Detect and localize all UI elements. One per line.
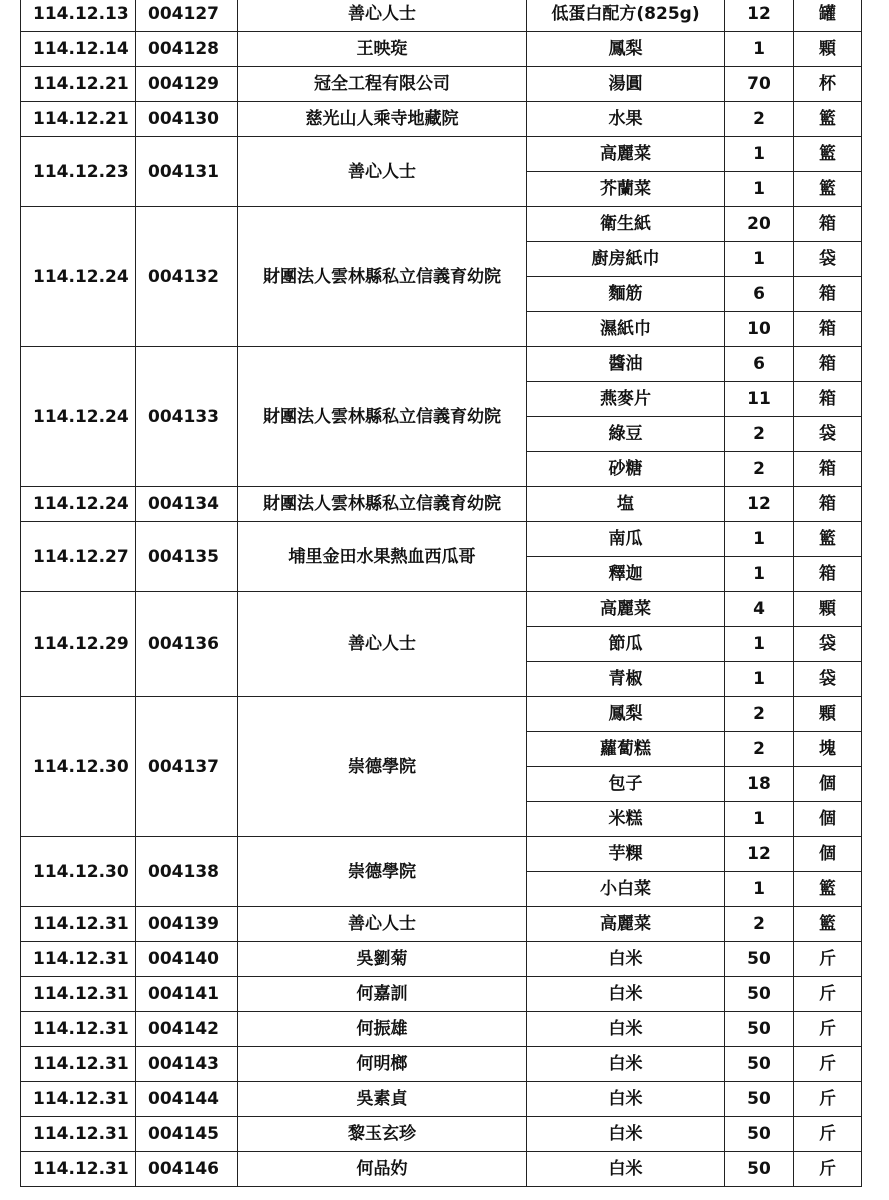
unit-cell: 箱 [794, 347, 862, 382]
unit-cell: 杯 [794, 67, 862, 102]
unit-cell: 罐 [794, 0, 862, 32]
table-row [21, 942, 862, 977]
table-row [21, 592, 862, 627]
item-name-cell: 鳳梨 [527, 32, 725, 67]
quantity-cell: 1 [725, 662, 794, 697]
item-name-cell: 砂糖 [527, 452, 725, 487]
quantity-cell: 18 [725, 767, 794, 802]
receipt-number-cell: 004131 [136, 137, 238, 207]
receipt-number-cell: 004141 [136, 977, 238, 1012]
donor-cell: 善心人士 [238, 907, 527, 942]
table-row [21, 1047, 862, 1082]
receipt-number-cell: 004137 [136, 697, 238, 837]
quantity-cell: 1 [725, 802, 794, 837]
item-name-cell: 白米 [527, 977, 725, 1012]
date-cell: 114.12.31 [21, 1012, 136, 1047]
date-cell: 114.12.13 [21, 0, 136, 32]
unit-cell: 袋 [794, 627, 862, 662]
date-cell: 114.12.31 [21, 1152, 136, 1187]
item-name-cell: 湯圓 [527, 67, 725, 102]
table-row [21, 102, 862, 137]
item-name-cell: 高麗菜 [527, 137, 725, 172]
item-name-cell: 白米 [527, 1012, 725, 1047]
quantity-cell: 1 [725, 242, 794, 277]
unit-cell: 個 [794, 837, 862, 872]
quantity-cell: 50 [725, 1117, 794, 1152]
donor-cell: 善心人士 [238, 592, 527, 697]
unit-cell: 個 [794, 802, 862, 837]
receipt-number-cell: 004130 [136, 102, 238, 137]
quantity-cell: 1 [725, 172, 794, 207]
donor-cell: 吳劉菊 [238, 942, 527, 977]
donation-table-body [21, 0, 862, 1187]
donor-cell: 何嘉訓 [238, 977, 527, 1012]
quantity-cell: 1 [725, 522, 794, 557]
unit-cell: 斤 [794, 1047, 862, 1082]
unit-cell: 籃 [794, 907, 862, 942]
donor-cell: 王映琁 [238, 32, 527, 67]
date-cell: 114.12.14 [21, 32, 136, 67]
date-cell: 114.12.21 [21, 67, 136, 102]
quantity-cell: 1 [725, 137, 794, 172]
receipt-number-cell: 004140 [136, 942, 238, 977]
unit-cell: 箱 [794, 277, 862, 312]
date-cell: 114.12.21 [21, 102, 136, 137]
item-name-cell: 水果 [527, 102, 725, 137]
quantity-cell: 2 [725, 907, 794, 942]
unit-cell: 箱 [794, 382, 862, 417]
unit-cell: 袋 [794, 662, 862, 697]
receipt-number-cell: 004146 [136, 1152, 238, 1187]
unit-cell: 顆 [794, 592, 862, 627]
unit-cell: 顆 [794, 697, 862, 732]
unit-cell: 塊 [794, 732, 862, 767]
item-name-cell: 白米 [527, 942, 725, 977]
table-row [21, 697, 862, 732]
item-name-cell: 蘿蔔糕 [527, 732, 725, 767]
donor-cell: 黎玉玄珍 [238, 1117, 527, 1152]
table-row [21, 907, 862, 942]
unit-cell: 箱 [794, 312, 862, 347]
donor-cell: 何振雄 [238, 1012, 527, 1047]
receipt-number-cell: 004134 [136, 487, 238, 522]
date-cell: 114.12.31 [21, 907, 136, 942]
unit-cell: 斤 [794, 1117, 862, 1152]
receipt-number-cell: 004144 [136, 1082, 238, 1117]
table-row [21, 67, 862, 102]
unit-cell: 袋 [794, 242, 862, 277]
quantity-cell: 50 [725, 1047, 794, 1082]
item-name-cell: 綠豆 [527, 417, 725, 452]
unit-cell: 籃 [794, 172, 862, 207]
unit-cell: 籃 [794, 102, 862, 137]
date-cell: 114.12.24 [21, 487, 136, 522]
date-cell: 114.12.31 [21, 1082, 136, 1117]
unit-cell: 斤 [794, 1012, 862, 1047]
item-name-cell: 釋迦 [527, 557, 725, 592]
table-row [21, 1012, 862, 1047]
unit-cell: 箱 [794, 557, 862, 592]
quantity-cell: 20 [725, 207, 794, 242]
quantity-cell: 12 [725, 837, 794, 872]
item-name-cell: 燕麥片 [527, 382, 725, 417]
donor-cell: 財團法人雲林縣私立信義育幼院 [238, 207, 527, 347]
receipt-number-cell: 004139 [136, 907, 238, 942]
date-cell: 114.12.30 [21, 837, 136, 907]
unit-cell: 籃 [794, 522, 862, 557]
receipt-number-cell: 004127 [136, 0, 238, 32]
receipt-number-cell: 004142 [136, 1012, 238, 1047]
quantity-cell: 1 [725, 627, 794, 662]
donor-cell: 何明榔 [238, 1047, 527, 1082]
quantity-cell: 12 [725, 487, 794, 522]
item-name-cell: 芥蘭菜 [527, 172, 725, 207]
item-name-cell: 節瓜 [527, 627, 725, 662]
item-name-cell: 包子 [527, 767, 725, 802]
table-row [21, 1152, 862, 1187]
quantity-cell: 50 [725, 942, 794, 977]
item-name-cell: 南瓜 [527, 522, 725, 557]
receipt-number-cell: 004145 [136, 1117, 238, 1152]
table-row [21, 522, 862, 557]
quantity-cell: 50 [725, 1082, 794, 1117]
donation-table [20, 0, 862, 1187]
item-name-cell: 青椒 [527, 662, 725, 697]
date-cell: 114.12.31 [21, 977, 136, 1012]
item-name-cell: 白米 [527, 1152, 725, 1187]
quantity-cell: 4 [725, 592, 794, 627]
item-name-cell: 濕紙巾 [527, 312, 725, 347]
receipt-number-cell: 004143 [136, 1047, 238, 1082]
quantity-cell: 6 [725, 277, 794, 312]
table-row [21, 487, 862, 522]
donor-cell: 埔里金田水果熱血西瓜哥 [238, 522, 527, 592]
item-name-cell: 白米 [527, 1082, 725, 1117]
unit-cell: 箱 [794, 452, 862, 487]
date-cell: 114.12.27 [21, 522, 136, 592]
quantity-cell: 70 [725, 67, 794, 102]
item-name-cell: 米糕 [527, 802, 725, 837]
donor-cell: 善心人士 [238, 0, 527, 32]
unit-cell: 箱 [794, 487, 862, 522]
receipt-number-cell: 004135 [136, 522, 238, 592]
unit-cell: 籃 [794, 137, 862, 172]
receipt-number-cell: 004132 [136, 207, 238, 347]
quantity-cell: 2 [725, 417, 794, 452]
item-name-cell: 廚房紙巾 [527, 242, 725, 277]
quantity-cell: 2 [725, 102, 794, 137]
unit-cell: 籃 [794, 872, 862, 907]
receipt-number-cell: 004136 [136, 592, 238, 697]
receipt-number-cell: 004133 [136, 347, 238, 487]
donor-cell: 冠全工程有限公司 [238, 67, 527, 102]
quantity-cell: 50 [725, 1012, 794, 1047]
unit-cell: 斤 [794, 942, 862, 977]
donor-cell: 財團法人雲林縣私立信義育幼院 [238, 487, 527, 522]
quantity-cell: 10 [725, 312, 794, 347]
quantity-cell: 11 [725, 382, 794, 417]
donor-cell: 何品妁 [238, 1152, 527, 1187]
date-cell: 114.12.31 [21, 1117, 136, 1152]
item-name-cell: 塩 [527, 487, 725, 522]
date-cell: 114.12.24 [21, 347, 136, 487]
item-name-cell: 醬油 [527, 347, 725, 382]
quantity-cell: 6 [725, 347, 794, 382]
donor-cell: 崇德學院 [238, 697, 527, 837]
date-cell: 114.12.31 [21, 942, 136, 977]
table-row [21, 977, 862, 1012]
donor-cell: 善心人士 [238, 137, 527, 207]
item-name-cell: 低蛋白配方(825g) [527, 0, 725, 32]
quantity-cell: 1 [725, 872, 794, 907]
table-row [21, 137, 862, 172]
unit-cell: 顆 [794, 32, 862, 67]
item-name-cell: 衛生紙 [527, 207, 725, 242]
date-cell: 114.12.30 [21, 697, 136, 837]
quantity-cell: 2 [725, 697, 794, 732]
table-row [21, 347, 862, 382]
date-cell: 114.12.24 [21, 207, 136, 347]
donor-cell: 崇德學院 [238, 837, 527, 907]
item-name-cell: 高麗菜 [527, 907, 725, 942]
table-row [21, 1082, 862, 1117]
item-name-cell: 白米 [527, 1047, 725, 1082]
item-name-cell: 麵筋 [527, 277, 725, 312]
quantity-cell: 12 [725, 0, 794, 32]
quantity-cell: 50 [725, 1152, 794, 1187]
quantity-cell: 2 [725, 732, 794, 767]
unit-cell: 斤 [794, 1082, 862, 1117]
donor-cell: 財團法人雲林縣私立信義育幼院 [238, 347, 527, 487]
item-name-cell: 高麗菜 [527, 592, 725, 627]
date-cell: 114.12.31 [21, 1047, 136, 1082]
unit-cell: 個 [794, 767, 862, 802]
unit-cell: 袋 [794, 417, 862, 452]
receipt-number-cell: 004129 [136, 67, 238, 102]
unit-cell: 斤 [794, 1152, 862, 1187]
item-name-cell: 小白菜 [527, 872, 725, 907]
item-name-cell: 鳳梨 [527, 697, 725, 732]
table-row [21, 1117, 862, 1152]
quantity-cell: 1 [725, 557, 794, 592]
item-name-cell: 白米 [527, 1117, 725, 1152]
table-row [21, 837, 862, 872]
table-row [21, 32, 862, 67]
unit-cell: 箱 [794, 207, 862, 242]
quantity-cell: 1 [725, 32, 794, 67]
unit-cell: 斤 [794, 977, 862, 1012]
receipt-number-cell: 004128 [136, 32, 238, 67]
donor-cell: 吳素貞 [238, 1082, 527, 1117]
quantity-cell: 50 [725, 977, 794, 1012]
quantity-cell: 2 [725, 452, 794, 487]
table-row [21, 207, 862, 242]
date-cell: 114.12.29 [21, 592, 136, 697]
receipt-number-cell: 004138 [136, 837, 238, 907]
donor-cell: 慈光山人乘寺地藏院 [238, 102, 527, 137]
table-row [21, 0, 862, 32]
date-cell: 114.12.23 [21, 137, 136, 207]
item-name-cell: 芋粿 [527, 837, 725, 872]
